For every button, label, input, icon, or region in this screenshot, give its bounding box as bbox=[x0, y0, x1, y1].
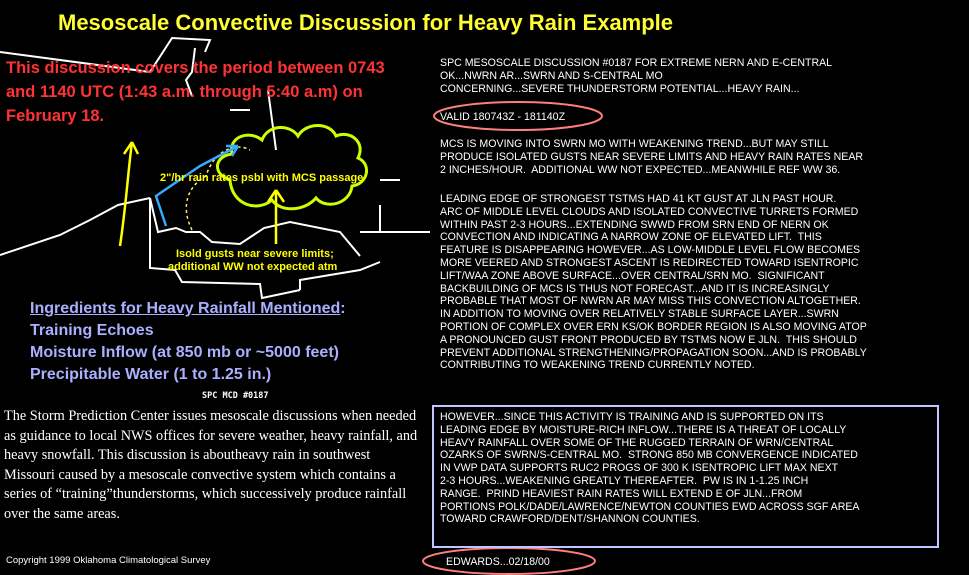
spc-mcd-label: SPC MCD #0187 bbox=[202, 391, 269, 401]
gust-label-line1: Isold gusts near severe limits; bbox=[176, 248, 334, 260]
gust-label-line2: additional WW not expected atm bbox=[168, 261, 338, 273]
ingredient-item: Precipitable Water (1 to 1.25 in.) bbox=[30, 366, 272, 383]
mcs-cloud-outline bbox=[217, 126, 366, 209]
bulletin-signature: EDWARDS...02/18/00 bbox=[446, 556, 550, 568]
period-statement: This discussion covers the period between 0743 and 1140 UTC (1:43 a.m. through 5:40 a.m) on February 18. bbox=[6, 59, 385, 125]
bulletin-header: SPC MESOSCALE DISCUSSION #0187 FOR EXTREME NERN AND E-CENTRAL OK...NWRN AR...SWRN AND S-CENTRAL MO CONCERNING...SEVERE THUNDERSTORM POTENTIAL...HEAVY RAIN... bbox=[440, 57, 833, 95]
rain-rate-label: 2"/hr rain rates psbl with MCS passage bbox=[160, 172, 364, 184]
yellow-arrow-icon-center bbox=[268, 190, 284, 244]
bulletin-paragraph-details: LEADING EDGE OF STRONGEST TSTMS HAD 41 KT GUST AT JLN PAST HOUR. ARC OF MIDDLE LEVEL CLOUDS AND ISOLATED CONVECTIVE TURRETS FORMED WITHIN PAST 2-3 HOURS...EXTENDING SWWD FROM SRN END OF NERN OK CONVECTION AND INDICATING A NARROW ZONE OF ELEVATED LIFT. THIS FEATURE IS DISAPPEARING HOWEVER...AS LOW-MIDDLE LEVEL FLOW BECOMES MORE VEERED AND STRONGEST ASCENT IS REDIRECTED TOWARD ISENTROPIC LIFT/WAA ZONE ABOVE SURFACE...OVER CENTRAL/SRN MO. SIGNIFICANT BACKBUILDING OF MCS IS THUS NOT FORECAST...AND IT IS INCREASINGLY PROBABLE THAT MOST OF NWRN AR MAY MISS THIS CONVECTION ALTOGETHER. IN ADDITION TO MOVING OVER RELATIVELY STABLE SURFACE LAYER...SWRN PORTION OF COMPLEX OVER ERN KS/OK BORDER REGION IS ALSO MOVING ATOP A PRONOUNCED GUST FRONT PRODUCED BY TSTMS NOW E JLN. THIS SHOULD PREVENT ADDITIONAL STRENGTHENING/PROPAGATION SOON...AND IS PROBABLY CONTRIBUTING TO WEAKENING TREND CURRENTLY NOTED. bbox=[440, 193, 867, 372]
cloud-dashed-arc bbox=[186, 147, 250, 230]
page-title: Mesoscale Convective Discussion for Heavy Rain Example bbox=[58, 10, 674, 35]
copyright-notice: Copyright 1999 Oklahoma Climatological Survey bbox=[6, 555, 211, 566]
yellow-arrow-icon-left bbox=[120, 142, 138, 246]
ingredients-heading-colon: : bbox=[340, 300, 346, 317]
description-text: The Storm Prediction Center issues mesoscale discussions when needed as guidance to local NWS offices for severe weather, heavy rainfall, and heavy snowfall. This discussion is aboutheavy rain in southwest Missouri caused by a mesoscale convective system which contains a series of “training”thunderstorms, which successively produce rainfall over the same areas. bbox=[4, 408, 418, 522]
ingredient-item: Training Echoes bbox=[30, 322, 154, 339]
bulletin-paragraph-summary: MCS IS MOVING INTO SWRN MO WITH WEAKENING TREND...BUT MAY STILL PRODUCE ISOLATED GUSTS NEAR SEVERE LIMITS AND HEAVY RAIN RATES NEAR 2 INCHES/HOUR. ADDITIONAL WW NOT EXPECTED...MEANWHILE REF WW 36. bbox=[440, 138, 864, 176]
ingredients-heading bbox=[30, 298, 346, 320]
bulletin-valid-time: VALID 180743Z - 181140Z bbox=[440, 111, 566, 123]
bulletin-paragraph-heavy-rain: HOWEVER...SINCE THIS ACTIVITY IS TRAINING AND IS SUPPORTED ON ITS LEADING EDGE BY MOISTURE-RICH INFLOW...THERE IS A THREAT OF LOCALLY HEAVY RAINFALL OVER SOME OF THE RUGGED TERRAIN OF WRN/CENTRAL OZARKS OF SWRN/S-CENTRAL MO. STRONG 850 MB CONVERGENCE INDICATED IN VWP DATA SUPPORTS RUC2 PROGS OF 300 K ISENTROPIC LIFT MAX NEXT 2-3 HOURS...WEAKENING GREATLY THEREAFTER. PW IS IN 1-1.25 INCH RANGE. PRIND HEAVIEST RAIN RATES WILL EXTEND E OF JLN...FROM PORTIONS POLK/DADE/LAWRENCE/NEWTON COUNTIES EWD ACROSS SGF AREA TOWARD CRAWFORD/DENT/SHANNON COUNTIES. bbox=[440, 411, 860, 526]
ingredients-list bbox=[30, 298, 346, 386]
ingredient-item: Moisture Inflow (at 850 mb or ~5000 feet) bbox=[30, 344, 339, 361]
blue-arrow-icon bbox=[156, 146, 238, 226]
ingredients-heading-text: Ingredients for Heavy Rainfall Mentioned bbox=[30, 300, 341, 317]
